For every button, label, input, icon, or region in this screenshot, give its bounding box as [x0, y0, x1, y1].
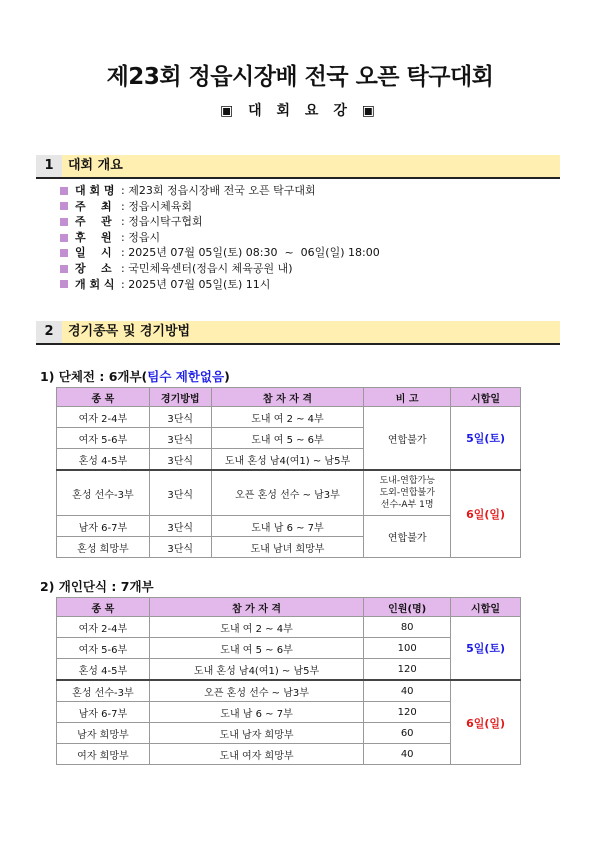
section-1-number: 1 — [36, 155, 62, 177]
qualification-cell: 도내 혼성 남4(여1) ~ 남5부 — [149, 659, 363, 681]
section-2-title: 경기종목 및 경기방법 — [62, 321, 560, 343]
column-header: 참 가 자 격 — [149, 598, 363, 617]
square-bullet-icon — [60, 234, 68, 242]
square-bullet-icon — [60, 249, 68, 257]
team-heading-suffix: ) — [224, 369, 230, 384]
column-header: 종 목 — [57, 598, 150, 617]
overview-value: : 정읍시체육회 — [121, 199, 192, 213]
overview-row — [60, 183, 380, 199]
event-cell: 여자 5-6부 — [57, 428, 150, 449]
event-cell: 혼성 희망부 — [57, 537, 150, 558]
count-cell: 100 — [364, 638, 451, 659]
table-row — [57, 407, 521, 428]
overview-label: 장 소 — [75, 261, 112, 275]
note-cell: 연합불가 — [364, 407, 451, 471]
column-header: 비 고 — [364, 388, 451, 407]
event-cell: 여자 희망부 — [57, 744, 150, 765]
event-cell: 혼성 4-5부 — [57, 659, 150, 681]
table-row — [57, 617, 521, 638]
column-header: 참 자 자 격 — [211, 388, 364, 407]
qualification-cell: 도내 여 5 ~ 6부 — [211, 428, 364, 449]
single-event-table — [56, 597, 521, 765]
qualification-cell: 도내 혼성 남4(여1) ~ 남5부 — [211, 449, 364, 471]
section-2-number: 2 — [36, 321, 62, 343]
match-day-cell: 6일(일) — [451, 470, 521, 558]
qualification-cell: 도내 남 6 ~ 7부 — [149, 702, 363, 723]
qualification-cell: 도내 여 5 ~ 6부 — [149, 638, 363, 659]
method-cell: 3단식 — [149, 537, 211, 558]
overview-row — [60, 277, 380, 293]
overview-label: 후 원 — [75, 230, 112, 244]
overview-label: 주 최 — [75, 199, 112, 213]
match-day-cell: 5일(토) — [451, 407, 521, 471]
team-event-table — [56, 387, 521, 558]
event-cell: 혼성 선수-3부 — [57, 470, 150, 516]
overview-row — [60, 261, 380, 277]
overview-row — [60, 214, 380, 230]
overview-row — [60, 230, 380, 246]
document-subtitle: ▣ 대 회 요 강 ▣ — [220, 103, 380, 119]
count-cell: 120 — [364, 659, 451, 681]
qualification-cell: 도내 여 2 ~ 4부 — [149, 617, 363, 638]
square-bullet-icon — [60, 280, 68, 288]
qualification-cell: 도내 남 6 ~ 7부 — [211, 516, 364, 537]
single-event-heading: 2) 개인단식 : 7개부 — [40, 579, 154, 594]
table-header-row — [57, 388, 521, 407]
method-cell: 3단식 — [149, 428, 211, 449]
qualification-cell: 도내 여자 희망부 — [149, 744, 363, 765]
method-cell: 3단식 — [149, 407, 211, 428]
qualification-cell: 도내 남자 희망부 — [149, 723, 363, 744]
overview-value: : 제23회 정읍시장배 전국 오픈 탁구대회 — [121, 184, 316, 197]
overview-value: : 2025년 07월 05일(토) 11시 — [121, 277, 271, 291]
overview-list — [60, 183, 380, 292]
event-cell: 남자 6-7부 — [57, 702, 150, 723]
column-header: 시합일 — [451, 598, 521, 617]
overview-label: 일 시 — [75, 246, 112, 260]
note-cell: 연합불가 — [364, 516, 451, 558]
column-header: 인원(명) — [364, 598, 451, 617]
overview-label: 대 회 명 — [75, 184, 115, 197]
count-cell: 40 — [364, 680, 451, 702]
team-heading-highlight: 팀수 제한없음 — [147, 369, 225, 384]
column-header: 경기방법 — [149, 388, 211, 407]
event-cell: 여자 2-4부 — [57, 407, 150, 428]
qualification-cell: 도내 여 2 ~ 4부 — [211, 407, 364, 428]
event-cell: 남자 희망부 — [57, 723, 150, 744]
event-cell: 혼성 4-5부 — [57, 449, 150, 471]
event-cell: 남자 6-7부 — [57, 516, 150, 537]
overview-value: : 정읍시탁구협회 — [121, 215, 203, 229]
square-bullet-icon — [60, 265, 68, 273]
note-line: 도내-연합가능 — [379, 476, 435, 486]
count-cell: 40 — [364, 744, 451, 765]
method-cell: 3단식 — [149, 516, 211, 537]
square-bullet-icon — [60, 187, 68, 195]
overview-label: 주 관 — [75, 215, 112, 229]
section-1-title: 대회 개요 — [62, 155, 560, 177]
overview-value: : 2025년 07월 05일(토) 08:30 ~ 06일(일) 18:00 — [121, 246, 380, 260]
overview-value: : 정읍시 — [121, 230, 161, 244]
overview-row — [60, 245, 380, 261]
event-cell: 여자 5-6부 — [57, 638, 150, 659]
square-bullet-icon — [60, 202, 68, 210]
section-2-header — [36, 321, 560, 345]
overview-label: 개 회 식 — [75, 277, 115, 291]
note-cell — [364, 470, 451, 516]
column-header: 시합일 — [451, 388, 521, 407]
section-1-header — [36, 155, 560, 179]
qualification-cell: 오픈 혼성 선수 ~ 남3부 — [211, 470, 364, 516]
square-bullet-icon — [60, 218, 68, 226]
note-line: 도외-연합불가 — [379, 488, 435, 498]
table-row — [57, 680, 521, 702]
count-cell: 60 — [364, 723, 451, 744]
column-header: 종 목 — [57, 388, 150, 407]
method-cell: 3단식 — [149, 470, 211, 516]
qualification-cell: 오픈 혼성 선수 ~ 남3부 — [149, 680, 363, 702]
table-header-row — [57, 598, 521, 617]
overview-row — [60, 199, 380, 215]
table-row — [57, 470, 521, 516]
method-cell: 3단식 — [149, 449, 211, 471]
event-cell: 혼성 선수-3부 — [57, 680, 150, 702]
team-event-heading — [40, 367, 230, 385]
match-day-cell: 5일(토) — [451, 617, 521, 681]
event-cell: 여자 2-4부 — [57, 617, 150, 638]
match-day-cell: 6일(일) — [451, 680, 521, 765]
team-heading-text: 1) 단체전 : 6개부( — [40, 369, 148, 384]
note-line: 선수-A부 1명 — [380, 500, 434, 510]
qualification-cell: 도내 남녀 희망부 — [211, 537, 364, 558]
count-cell: 120 — [364, 702, 451, 723]
count-cell: 80 — [364, 617, 451, 638]
overview-value: : 국민체육센터(정읍시 체육공원 내) — [121, 261, 293, 275]
document-title: 제23회 정읍시장배 전국 오픈 탁구대회 — [106, 64, 494, 90]
